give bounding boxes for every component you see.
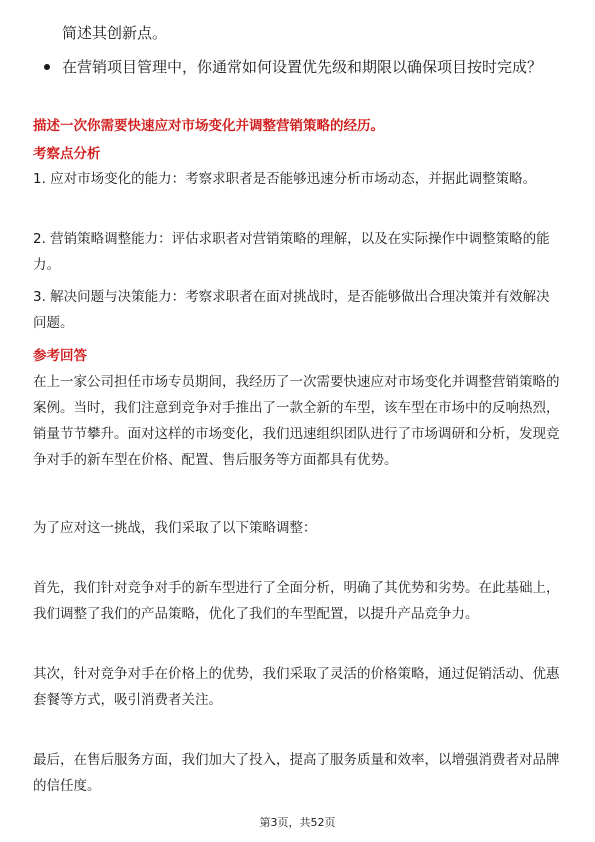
previous-item-continuation: 简述其创新点。 [62, 24, 168, 42]
analysis-item-3: 3. 解决问题与决策能力：考察求职者在面对挑战时，是否能够做出合理决策并有效解决问题。 [33, 289, 550, 331]
answer-paragraph-1: 在上一家公司担任市场专员期间，我经历了一次需要快速应对市场变化并调整营销策略的案例。当时，我们注意到竞争对手推出了一款全新的车型，该车型在市场中的反响热烈，销量节节攀升。面对这样的市场变化，我们迅速组织团队进行了市场调研和分析，发现竞争对手的新车型在价格、配置、售后服务等方面都具有优势。 [33, 374, 560, 468]
analysis-section-title: 考察点分析 [33, 146, 101, 162]
bullet-dot-icon [44, 64, 50, 70]
question-heading: 描述一次你需要快速应对市场变化并调整营销策略的经历。 [33, 118, 384, 134]
answer-paragraph-4: 其次，针对竞争对手在价格上的优势，我们采取了灵活的价格策略，通过促销活动、优惠套餐等方式，吸引消费者关注。 [33, 666, 560, 708]
analysis-item-2: 2. 营销策略调整能力：评估求职者对营销策略的理解，以及在实际操作中调整策略的能力。 [33, 231, 550, 273]
answer-section-title: 参考回答 [33, 348, 87, 364]
answer-paragraph-3: 首先，我们针对竞争对手的新车型进行了全面分析，明确了其优势和劣势。在此基础上，我们调整了我们的产品策略，优化了我们的车型配置，以提升产品竞争力。 [33, 580, 560, 622]
answer-paragraph-5: 最后，在售后服务方面，我们加大了投入，提高了服务质量和效率，以增强消费者对品牌的信任度。 [33, 752, 560, 794]
bullet-question-text: 在营销项目管理中，你通常如何设置优先级和期限以确保项目按时完成？ [62, 58, 543, 76]
answer-paragraph-2: 为了应对这一挑战，我们采取了以下策略调整： [33, 520, 317, 536]
analysis-item-1: 1. 应对市场变化的能力：考察求职者是否能够迅速分析市场动态，并据此调整策略。 [33, 171, 537, 187]
page-number-footer: 第3页，共52页 [259, 816, 336, 829]
